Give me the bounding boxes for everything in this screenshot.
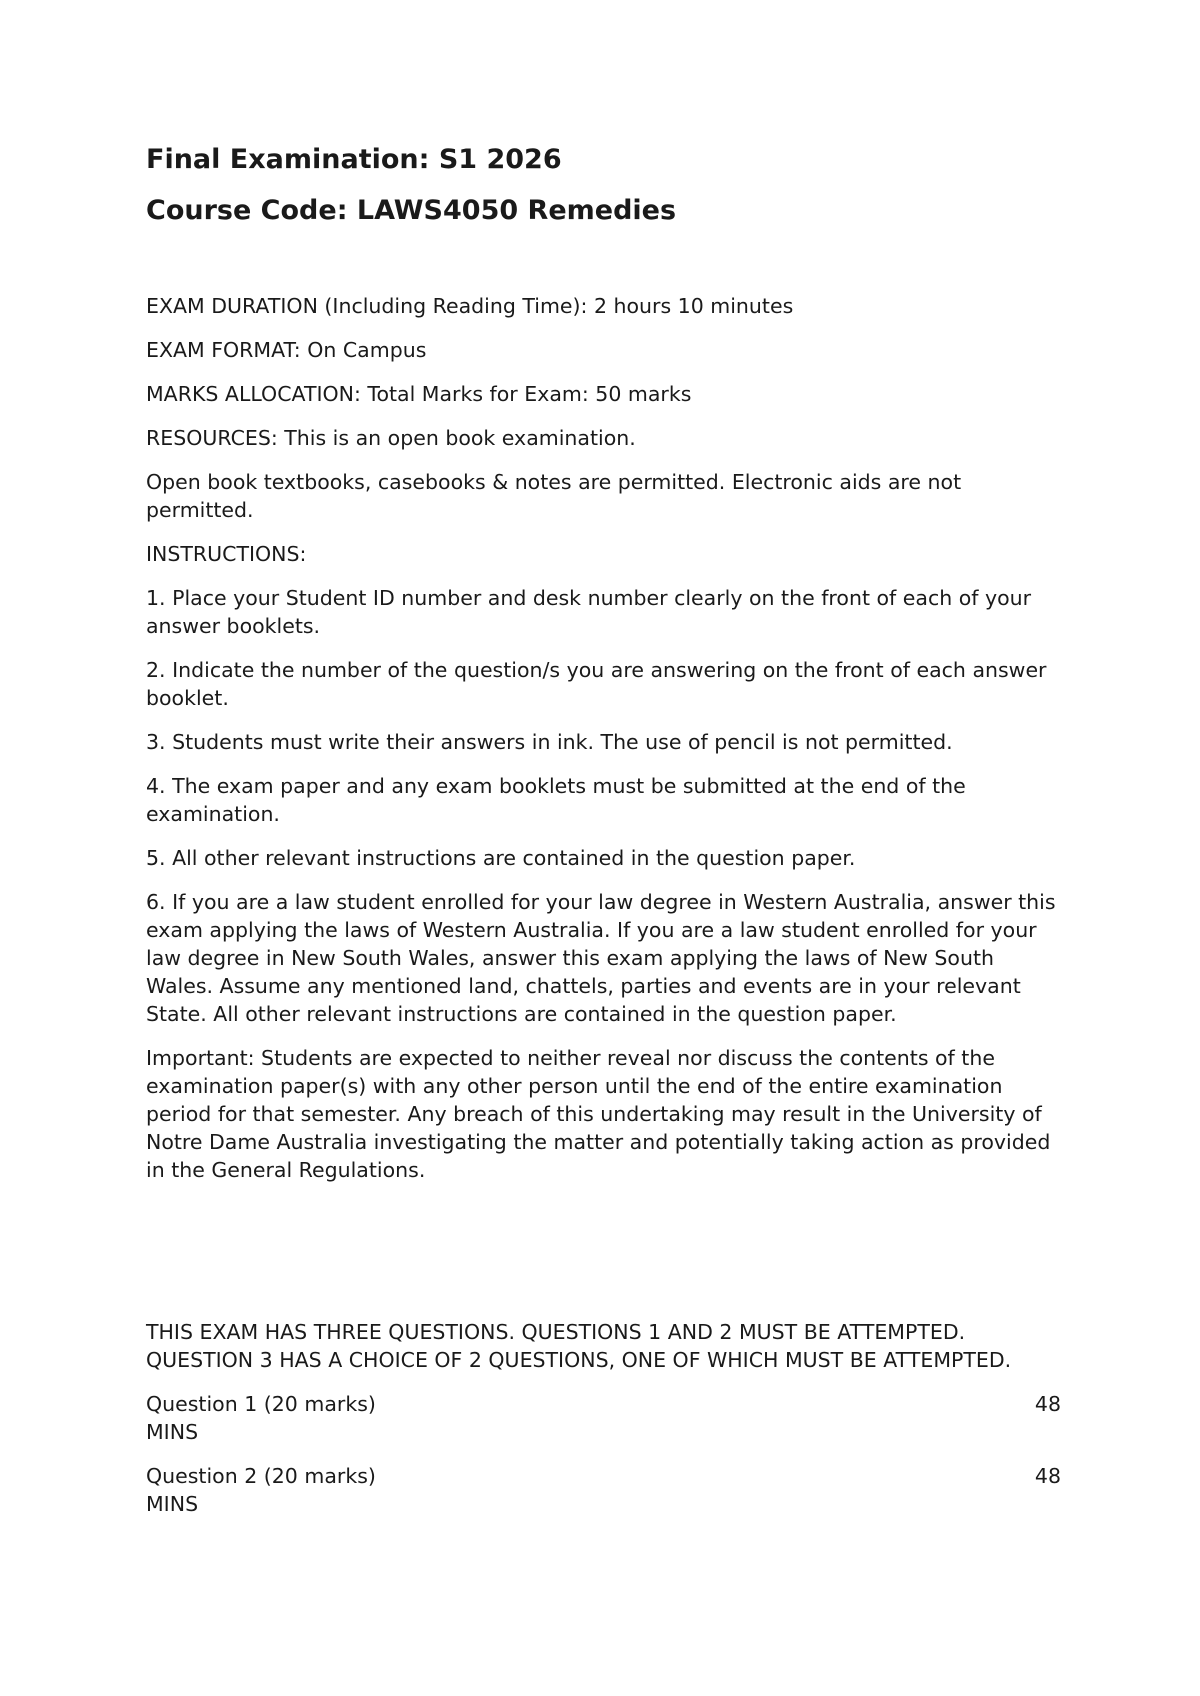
exam-details (146, 292, 1066, 1200)
marks-allocation: MARKS ALLOCATION: Total Marks for Exam: 50 marks (146, 382, 692, 406)
question-time: 48 (1034, 1392, 1061, 1416)
exam-duration: EXAM DURATION (Including Reading Time): 2 hours 10 minutes (146, 294, 794, 318)
instruction-item: 2. Indicate the number of the question/s you are answering on the front of each answer booklet. (146, 658, 1047, 710)
resources-detail: Open book textbooks, casebooks & notes are permitted. Electronic aids are not permitted. (146, 470, 962, 522)
instruction-item: 3. Students must write their answers in ink. The use of pencil is not permitted. (146, 730, 953, 754)
question-time: 48 (1034, 1464, 1061, 1488)
question-time-unit: MINS (146, 1420, 199, 1444)
question-row (146, 1390, 1066, 1446)
question-time-unit: MINS (146, 1492, 199, 1516)
resources: RESOURCES: This is an open book examination. (146, 426, 636, 450)
questions-section (146, 1318, 1066, 1534)
instruction-item: 1. Place your Student ID number and desk number clearly on the front of each of your answer booklets. (146, 586, 1032, 638)
question-row (146, 1462, 1066, 1518)
instruction-item: 5. All other relevant instructions are contained in the question paper. (146, 846, 856, 870)
important-notice: Important: Students are expected to neither reveal nor discuss the contents of the examination paper(s) with any other person until the end of the entire examination period for that semester. Any breach of this undertaking may result in the University of Notre Dame Australia investigating the matter and potentially taking action as provided in the General Regulations. (146, 1046, 1051, 1182)
question-label: Question 2 (20 marks) (146, 1464, 376, 1488)
exam-format: EXAM FORMAT: On Campus (146, 338, 427, 362)
questions-summary: THIS EXAM HAS THREE QUESTIONS. QUESTIONS 1 AND 2 MUST BE ATTEMPTED. QUESTION 3 HAS A CHOICE OF 2 QUESTIONS, ONE OF WHICH MUST BE ATTEMPTED. (146, 1320, 1012, 1372)
instruction-item: 6. If you are a law student enrolled for your law degree in Western Australia, answer this exam applying the laws of Western Australia. If you are a law student enrolled for your law degree in New South Wales, answer this exam applying the laws of New South Wales. Assume any mentioned land, chattels, parties and events are in your relevant State. All other relevant instructions are contained in the question paper. (146, 890, 1056, 1026)
course-code: Course Code: LAWS4050 Remedies (146, 195, 677, 226)
exam-title: Final Examination: S1 2026 (146, 144, 562, 175)
instructions-heading: INSTRUCTIONS: (146, 542, 307, 566)
instruction-item: 4. The exam paper and any exam booklets must be submitted at the end of the examination. (146, 774, 966, 826)
question-label: Question 1 (20 marks) (146, 1392, 376, 1416)
